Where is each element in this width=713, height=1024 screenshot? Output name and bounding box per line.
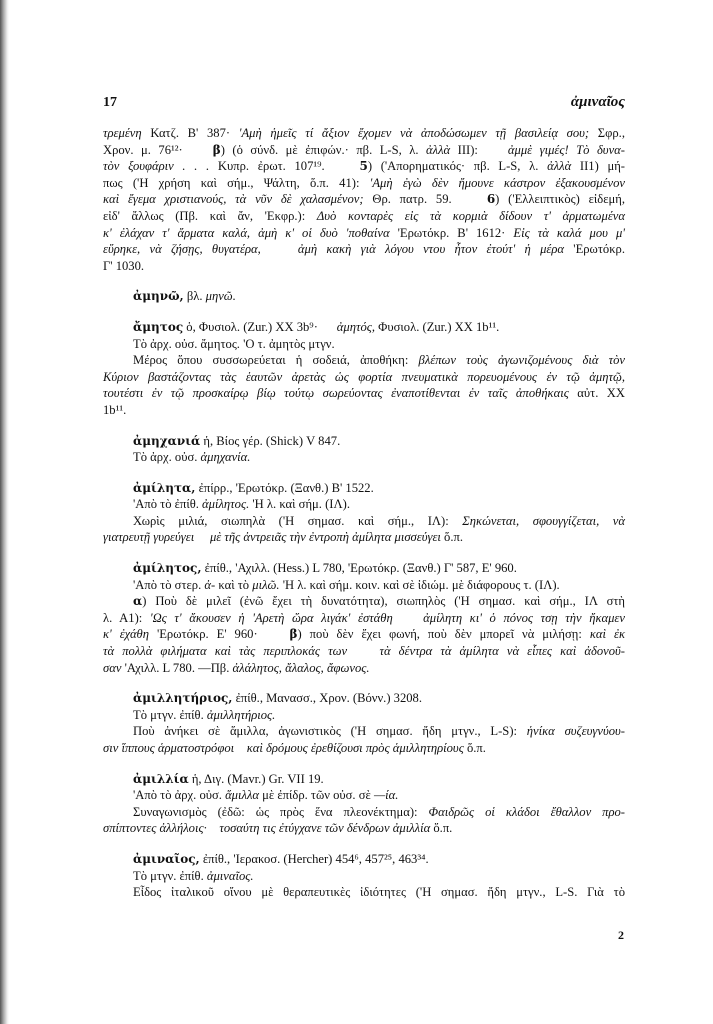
text-line xyxy=(103,352,625,369)
text-segment: Κατζ. Β' 387· xyxy=(141,126,239,140)
entry-headline xyxy=(103,690,625,707)
text-segment: ἡ, Διγ. (Mavr.) Gr. VII 19. xyxy=(188,771,324,786)
text-line xyxy=(103,496,625,513)
italic-text: 'Ως τ' ἄκουσεν ἡ 'Αρετὴ ὥρα λιγάκ' ἐστάθη ἀμίλητη κι' ὁ πόνος τσῃ τὴν ἤκαμεν xyxy=(149,610,625,625)
text-segment: ἐπίθ., 'Ιερακοσ. (Hercher) 454⁶, 457²⁵, 463³⁴. xyxy=(199,851,429,866)
text-segment: ) ('Ελλειπτικὸς) εἰδεμή, xyxy=(495,192,626,207)
text-segment: ὅ.π. xyxy=(430,821,453,836)
dictionary-entry xyxy=(103,125,625,274)
italic-text: εὕρηκε, νὰ ζήσῃς, θυγατέρα, ἀμὴ κακὴ γιὰ λόγου ντου ἦτον ἐτούτ' ἡ μέρα xyxy=(103,242,565,257)
text-line xyxy=(103,690,625,707)
entry-paragraph xyxy=(103,723,625,756)
text-segment: πως ('Η χρήση καὶ σήμ., Ψάλτη, ὅ.π. 41): xyxy=(103,175,370,190)
text-line xyxy=(103,158,625,175)
dictionary-entry xyxy=(103,433,625,466)
text-line xyxy=(103,513,625,530)
text-segment: εἰδ' ἄλλως (Πβ. καὶ ἄν, 'Εκφρ.): xyxy=(103,208,317,223)
italic-text: ἀ- xyxy=(204,577,216,592)
text-segment: 'Ερωτόκρ. Ε' 960· xyxy=(149,627,290,642)
italic-text: κ' ἐχάθη xyxy=(103,627,149,642)
entry-paragraph xyxy=(103,868,625,885)
italic-text: μηνῶ. xyxy=(205,289,236,304)
text-segment: αὐτ. XX xyxy=(568,386,625,401)
text-line xyxy=(103,125,625,142)
dictionary-entry xyxy=(103,319,625,419)
entry-headline xyxy=(103,319,625,336)
italic-text: Δυὸ κονταρὲς εἰς τὰ κορμιὰ δίδουν τ' ἀρματωμένα xyxy=(316,208,625,223)
italic-text: ἀλλὰ xyxy=(547,159,572,174)
entry-paragraph xyxy=(103,577,625,594)
text-segment: 1b¹¹. xyxy=(103,402,127,417)
italic-text: Κύριον βαστάζοντας τὰς ἑαυτῶν ἀρετὰς ὡς φορτία πνευματικὰ πορευομένους ἐν τῷ ἀμητῷ, xyxy=(103,369,625,384)
entry-paragraph xyxy=(103,707,625,724)
text-segment: 'Η λ. καὶ σήμ. κοιν. καὶ σὲ ἰδιώμ. μὲ διάφορους τ. (ΙΛ). xyxy=(279,577,560,592)
headword: ἀμιλλία xyxy=(133,771,189,786)
text-segment: Τὸ μτγν. ἐπίθ. xyxy=(133,707,207,722)
italic-text: ἀμητός, xyxy=(336,319,376,334)
entry-headline xyxy=(103,560,625,577)
text-segment: ὅ.π. xyxy=(463,741,486,755)
italic-text: σπίπτοντες ἀλλήλοις· τοσαύτη τις ἐτύγχανε τῶν δένδρων ἀμιλλία xyxy=(103,821,431,836)
italic-text: καὶ ἔγεμα χριστιανούς, τὰ νῦν δὲ χαλασμένον; xyxy=(103,192,364,207)
dictionary-entry xyxy=(103,771,625,837)
text-segment: 'Ερωτόκρ. Β' 1612· xyxy=(389,225,514,240)
section-label: β xyxy=(289,627,298,642)
italic-text: τρεμένη xyxy=(103,126,142,140)
text-segment: ) Ποὺ δὲ μιλεῖ (ἐνῶ ἔχει τὴ δυνατότητα), σιωπηλὸς ('Η σημασ. καὶ σήμ., ΙΛ στὴ xyxy=(142,594,625,609)
text-line xyxy=(103,643,625,660)
signature-mark: 2 xyxy=(618,928,624,942)
text-segment: Τὸ ἀρχ. οὐσ. ἄμητος. 'Ο τ. ἀμητὸς μτγν. xyxy=(133,336,335,351)
text-line xyxy=(103,560,625,577)
text-segment: ἐπίθ., 'Αχιλλ. (Hess.) L 780, 'Ερωτόκρ. (Ξανθ.) Γ' 587, Ε' 960. xyxy=(201,561,517,576)
section-label: 5 xyxy=(359,159,368,174)
text-line xyxy=(103,319,625,336)
text-line xyxy=(103,723,625,740)
italic-text: ἀμιναῖος. xyxy=(206,868,254,883)
text-line xyxy=(103,225,625,242)
italic-text: τουτέστι ἐν τῷ προσκαίρῳ βίῳ τούτῳ σωρεύοντας ἐναποτίθενται ἐν ταῖς ἀποθήκαις xyxy=(103,386,569,401)
text-line xyxy=(103,740,625,757)
text-segment: Φυσιολ. (Zur.) XX 1b¹¹. xyxy=(375,319,500,334)
text-line xyxy=(103,175,625,192)
text-line xyxy=(103,820,625,837)
page-binding-edge xyxy=(0,0,9,1024)
entry-paragraph xyxy=(103,513,625,546)
entry-paragraph xyxy=(103,449,625,466)
text-line xyxy=(103,771,625,788)
section-label: 6 xyxy=(486,192,496,207)
text-segment: μὲ ἐπίδρ. τῶν οὐσ. σὲ xyxy=(259,788,374,803)
text-line xyxy=(103,707,625,724)
headword: ἀμίλητος, xyxy=(133,561,202,576)
page-number: 17 xyxy=(103,95,117,110)
text-segment: Θρ. πατρ. 59. xyxy=(363,192,487,207)
text-line xyxy=(103,191,625,208)
italic-text: 'Αμὴ ἡμεῖς τί ἄξιον ἔχομεν νὰ ἀποδώσωμεν τῇ βασιλείᾳ σου; xyxy=(238,126,590,140)
text-segment: Εἶδος ἰταλικοῦ οἴνου μὲ θεραπευτικὲς ἰδιότητες ('Η σημασ. ἤδη μτγν., L-S. Γιὰ τὸ xyxy=(133,885,625,900)
text-segment: Σφρ., xyxy=(589,126,625,140)
text-line xyxy=(103,884,625,901)
text-line xyxy=(103,142,625,159)
entry-paragraph xyxy=(103,496,625,513)
headword: ἀμιλλητήριος, xyxy=(133,691,233,706)
text-segment: 'Απὸ τὸ ἐπίθ. xyxy=(133,497,203,512)
text-line xyxy=(103,369,625,386)
italic-text: μιλῶ. xyxy=(252,577,280,592)
text-line xyxy=(103,804,625,821)
italic-text: ἀμίλητος. xyxy=(202,497,250,512)
text-line xyxy=(103,610,625,627)
entry-paragraph xyxy=(103,804,625,837)
text-segment: ὁ, Φυσιολ. (Zur.) XX 3b⁹· xyxy=(183,319,337,334)
italic-text: καὶ ἐκ xyxy=(589,627,626,642)
text-segment: λ. Α1): xyxy=(103,610,150,625)
text-segment: Τὸ μτγν. ἐπίθ. xyxy=(133,868,207,883)
italic-text: ἀμιλλητήριος. xyxy=(206,707,276,722)
italic-text: ἀμηχανία. xyxy=(200,450,251,465)
dictionary-entry xyxy=(103,288,625,305)
text-segment: βλ. xyxy=(183,289,206,304)
entry-headline xyxy=(103,433,625,450)
text-line xyxy=(103,626,625,643)
text-line xyxy=(103,433,625,450)
text-segment: 'Αχιλλ. L 780. —Πβ. xyxy=(121,660,233,675)
text-line xyxy=(103,660,625,677)
text-line xyxy=(103,868,625,885)
entry-headline xyxy=(103,480,625,497)
section-label: α xyxy=(133,594,143,609)
text-line xyxy=(103,593,625,610)
italic-text: ἀλλὰ xyxy=(426,142,451,157)
text-line xyxy=(103,449,625,466)
text-line xyxy=(103,402,625,419)
text-line xyxy=(103,851,625,868)
text-line xyxy=(103,787,625,804)
entry-headline xyxy=(103,851,625,868)
text-line xyxy=(103,288,625,305)
headword: ἀμηχανιά xyxy=(133,433,201,448)
italic-text: ἀλάλητος, ἄλαλος, ἄφωνος. xyxy=(232,660,370,675)
text-segment: II1) μή- xyxy=(571,159,626,174)
entry-headline xyxy=(103,288,625,305)
entry-paragraph xyxy=(103,787,625,804)
text-segment: Μέρος ὅπου συσσωρεύεται ἡ σοδειά, ἀποθήκη: xyxy=(133,353,419,368)
headword: ἀμιναῖος, xyxy=(133,851,200,866)
entry-paragraph xyxy=(103,352,625,418)
text-segment: ὅ.π. xyxy=(440,530,464,545)
text-line xyxy=(103,577,625,594)
dictionary-entry xyxy=(103,480,625,546)
italic-text: σαν xyxy=(103,660,122,675)
text-segment: Ποὺ ἀνήκει σὲ ἅμιλλα, ἀγωνιστικὸς ('Η σημασ. ἤδη μτγν., L-S): xyxy=(133,724,527,739)
dictionary-entries xyxy=(103,125,625,901)
text-segment: Χρον. μ. 76¹²· xyxy=(103,142,213,157)
italic-text: Φαιδρῶς οἱ κλάδοι ἔθαλλον προ- xyxy=(428,804,625,819)
text-segment: ἡ, Βίος γέρ. (Shick) V 847. xyxy=(200,433,341,448)
entry-paragraph xyxy=(103,884,625,901)
entry-paragraph xyxy=(103,593,625,676)
text-line xyxy=(103,385,625,402)
headword: ἀμίλητα, xyxy=(133,480,196,495)
text-segment: ) ('Απορηματικός· πβ. L-S, λ. xyxy=(367,159,548,174)
entry-headline xyxy=(103,771,625,788)
entry-paragraph xyxy=(103,125,625,274)
text-segment: III): xyxy=(450,142,508,157)
entry-paragraph xyxy=(103,336,625,353)
text-line xyxy=(103,258,625,275)
italic-text: —ία. xyxy=(373,788,399,803)
text-segment: 'Απὸ τὸ στερ. xyxy=(133,577,205,592)
italic-text: βλέπων τοὺς ἀγωνιζομένους διὰ τὸν xyxy=(418,353,625,368)
text-segment: ) (ὁ σύνδ. μὲ ἐπιφών.· πβ. L-S, λ. xyxy=(220,142,427,157)
headword: ἀμηνῶ, xyxy=(133,289,184,304)
italic-text: κ' ἐλάχαν τ' ἄρματα καλά, ἀμὴ κ' οἱ δυὸ 'ποθαίνα xyxy=(103,225,390,240)
italic-text: σιν ἵππους ἁρματοστρόφοι καὶ δρόμους ἐρεθίζουσι πρὸς ἁμιλλητηρίους xyxy=(103,741,464,755)
text-line xyxy=(103,241,625,258)
italic-text: τὰ πολλὰ φιλήματα καὶ τὰς περιπλοκάς των τὰ δέντρα τὰ ἀμίλητα νὰ εἶπες καὶ ἀδονοῦ- xyxy=(103,644,625,659)
dictionary-entry xyxy=(103,690,625,756)
italic-text: γιατρευτῇ γυρεύγει μὲ τῆς ἀντρειᾶς τὴν ἐντροπὴ ἀμίλητα μισσεύγει xyxy=(103,530,441,545)
text-segment: Γ' 1030. xyxy=(103,258,145,273)
text-segment: ) ποὺ δὲν ἔχει φωνή, ποὺ δὲν μπορεῖ νὰ μιλήσῃ: xyxy=(297,627,590,642)
section-label: β xyxy=(212,142,221,157)
dictionary-entry xyxy=(103,560,625,676)
text-segment: Κυπρ. ἐρωτ. 107¹⁹. xyxy=(209,159,360,174)
italic-text: τὸν ξουφάριν . . . xyxy=(103,159,210,174)
italic-text: ἀμμὲ γιμές! Τὸ δυνα- xyxy=(507,142,625,157)
italic-text: Σηκώνεται, σφουγγίζεται, νὰ xyxy=(462,513,625,528)
text-segment: καὶ τὸ xyxy=(215,577,253,592)
headword: ἄμητος xyxy=(133,319,184,334)
text-segment: Τὸ ἀρχ. οὐσ. xyxy=(133,450,201,465)
text-segment: 'Η λ. καὶ σήμ. (ΙΛ). xyxy=(249,497,350,512)
italic-text: ἡνίκα συζευγνύου- xyxy=(526,724,626,739)
italic-text: Εἰς τὰ καλά μου μ' xyxy=(513,225,625,240)
text-segment: Χωρὶς μιλιά, σιωπηλὰ ('Η σημασ. καὶ σήμ., ΙΛ): xyxy=(133,513,463,528)
text-segment: ἐπίρρ., 'Ερωτόκρ. (Ξανθ.) Β' 1522. xyxy=(195,480,374,495)
text-line xyxy=(103,208,625,225)
text-segment: Συναγωνισμὸς (ἐδῶ: ὡς πρὸς ἕνα πλεονέκτημα): xyxy=(133,804,429,819)
italic-text: ἅμιλλα xyxy=(225,788,260,803)
text-line xyxy=(103,336,625,353)
text-segment: 'Απὸ τὸ ἀρχ. οὐσ. xyxy=(133,788,226,803)
text-segment: ἐπίθ., Μανασσ., Χρον. (Βόνν.) 3208. xyxy=(232,691,422,706)
dictionary-entry xyxy=(103,851,625,901)
text-segment: 'Ερωτόκρ. xyxy=(564,242,625,257)
text-line xyxy=(103,529,625,546)
italic-text: 'Αμὴ ἐγὼ δὲν ἤμουνε κάστρον ἐξακουσμένον xyxy=(369,175,625,190)
text-line xyxy=(103,480,625,497)
running-head: ἀμιναῖος xyxy=(570,94,625,110)
